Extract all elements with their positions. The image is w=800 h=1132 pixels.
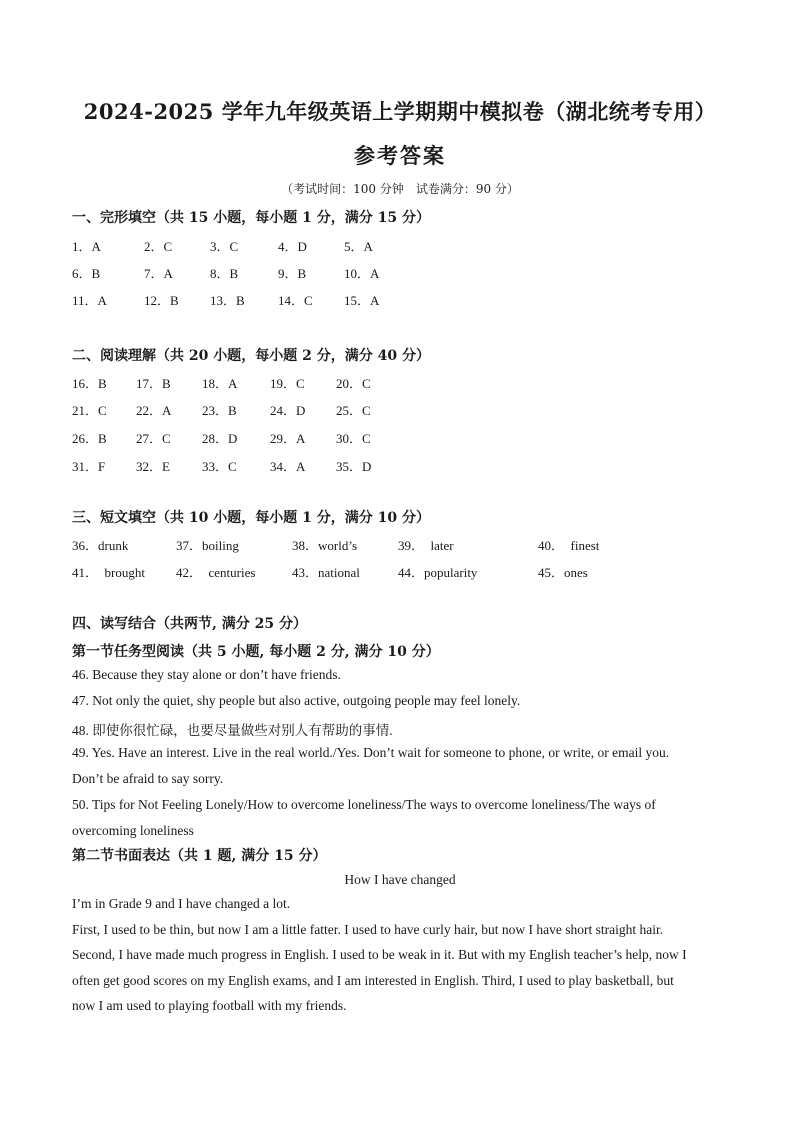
answer-item: 40． finest: [538, 538, 600, 553]
exam-meta: （考试时间：100 分钟 试卷满分：90 分）: [281, 182, 519, 196]
answer-item: 9．B: [278, 266, 307, 281]
answer-item: 27．C: [136, 431, 171, 446]
text-line: First, I used to be thin, but now I am a little fatter. I used to have curly hair, but now I have short straight hair.: [72, 921, 664, 937]
text-line: now I am used to playing football with my friends.: [72, 998, 347, 1013]
answer-item: 15．A: [344, 293, 380, 308]
text-line: 49. Yes. Have an interest. Live in the real world./Yes. Don’t wait for someone to phone, or write, or email you.: [72, 745, 670, 760]
text-line: often get good scores on my English exams, and I am interested in English. Third, I used to play basketball, but: [72, 972, 674, 988]
essay-title: How I have changed: [344, 872, 456, 887]
answer-item: 36．drunk: [72, 538, 129, 553]
answer-item: 35．D: [336, 459, 372, 474]
answer-item: 34．A: [270, 459, 306, 474]
answer-item: 7．A: [144, 266, 173, 281]
answer-item: 29．A: [270, 431, 306, 446]
answer-item: 25．C: [336, 403, 371, 418]
section-heading-read-write: 四、读写结合（共两节, 满分 25 分）: [72, 616, 307, 632]
answer-item: 37．boiling: [176, 538, 239, 553]
answer-item: 4．D: [278, 239, 307, 254]
answer-item: 33．C: [202, 459, 237, 474]
answer-item: 3．C: [210, 239, 239, 254]
answer-item: 42． centuries: [176, 565, 256, 580]
answer-item: 39． later: [398, 538, 454, 553]
answer-item: 43．national: [292, 565, 360, 580]
page-subtitle: 参考答案: [354, 143, 446, 168]
answer-item: 45．ones: [538, 565, 588, 580]
answer-item: 44．popularity: [398, 565, 478, 580]
answer-item: 31．F: [72, 459, 106, 474]
text-line: 48. 即使你很忙碌，也要尽量做些对别人有帮助的事情.: [72, 723, 393, 738]
answer-item: 21．C: [72, 403, 107, 418]
text-line: 50. Tips for Not Feeling Lonely/How to overcome loneliness/The ways to overcome loneliness/The ways of: [72, 797, 656, 812]
answer-item: 19．C: [270, 376, 305, 391]
answer-item: 28．D: [202, 431, 238, 446]
part1-heading: 第一节任务型阅读（共 5 小题, 每小题 2 分, 满分 10 分）: [72, 644, 440, 660]
answer-item: 18．A: [202, 376, 238, 391]
part2-heading: 第二节书面表达（共 1 题, 满分 15 分）: [72, 848, 327, 864]
text-line: overcoming loneliness: [72, 823, 194, 838]
answer-item: 23．B: [202, 403, 237, 418]
answer-item: 26．B: [72, 431, 107, 446]
section-heading-fill: 三、短文填空（共 10 小题，每小题 1 分，满分 10 分）: [72, 510, 430, 526]
answer-item: 20．C: [336, 376, 371, 391]
answer-item: 1．A: [72, 239, 101, 254]
answer-item: 13．B: [210, 293, 245, 308]
answer-item: 38．world’s: [292, 538, 358, 553]
answer-item: 30．C: [336, 431, 371, 446]
answer-item: 24．D: [270, 403, 306, 418]
answer-item: 10．A: [344, 266, 380, 281]
text-line: 47. Not only the quiet, shy people but also active, outgoing people may feel lonely.: [72, 693, 521, 708]
answer-item: 32．E: [136, 459, 170, 474]
answer-item: 6．B: [72, 266, 101, 281]
text-line: I’m in Grade 9 and I have changed a lot.: [72, 896, 291, 911]
answer-item: 14．C: [278, 293, 313, 308]
answer-item: 17．B: [136, 376, 171, 391]
section-heading-cloze: 一、完形填空（共 15 小题，每小题 1 分，满分 15 分）: [72, 210, 430, 226]
answer-item: 2．C: [144, 239, 173, 254]
answer-item: 11．A: [72, 293, 107, 308]
text-line: Second, I have made much progress in English. I used to be weak in it. But with my English teacher’s help, now I: [72, 947, 687, 962]
answer-item: 22．A: [136, 403, 172, 418]
text-line: Don’t be afraid to say sorry.: [72, 771, 224, 786]
page-title: 2024-2025 学年九年级英语上学期期中模拟卷（湖北统考专用）: [83, 99, 717, 124]
answer-item: 12．B: [144, 293, 179, 308]
answer-item: 41． brought: [72, 565, 145, 580]
text-line: 46. Because they stay alone or don’t have friends.: [72, 667, 341, 682]
answer-item: 16．B: [72, 376, 107, 391]
section-heading-reading: 二、阅读理解（共 20 小题，每小题 2 分，满分 40 分）: [72, 348, 430, 364]
answer-item: 8．B: [210, 266, 239, 281]
answer-item: 5．A: [344, 239, 373, 254]
